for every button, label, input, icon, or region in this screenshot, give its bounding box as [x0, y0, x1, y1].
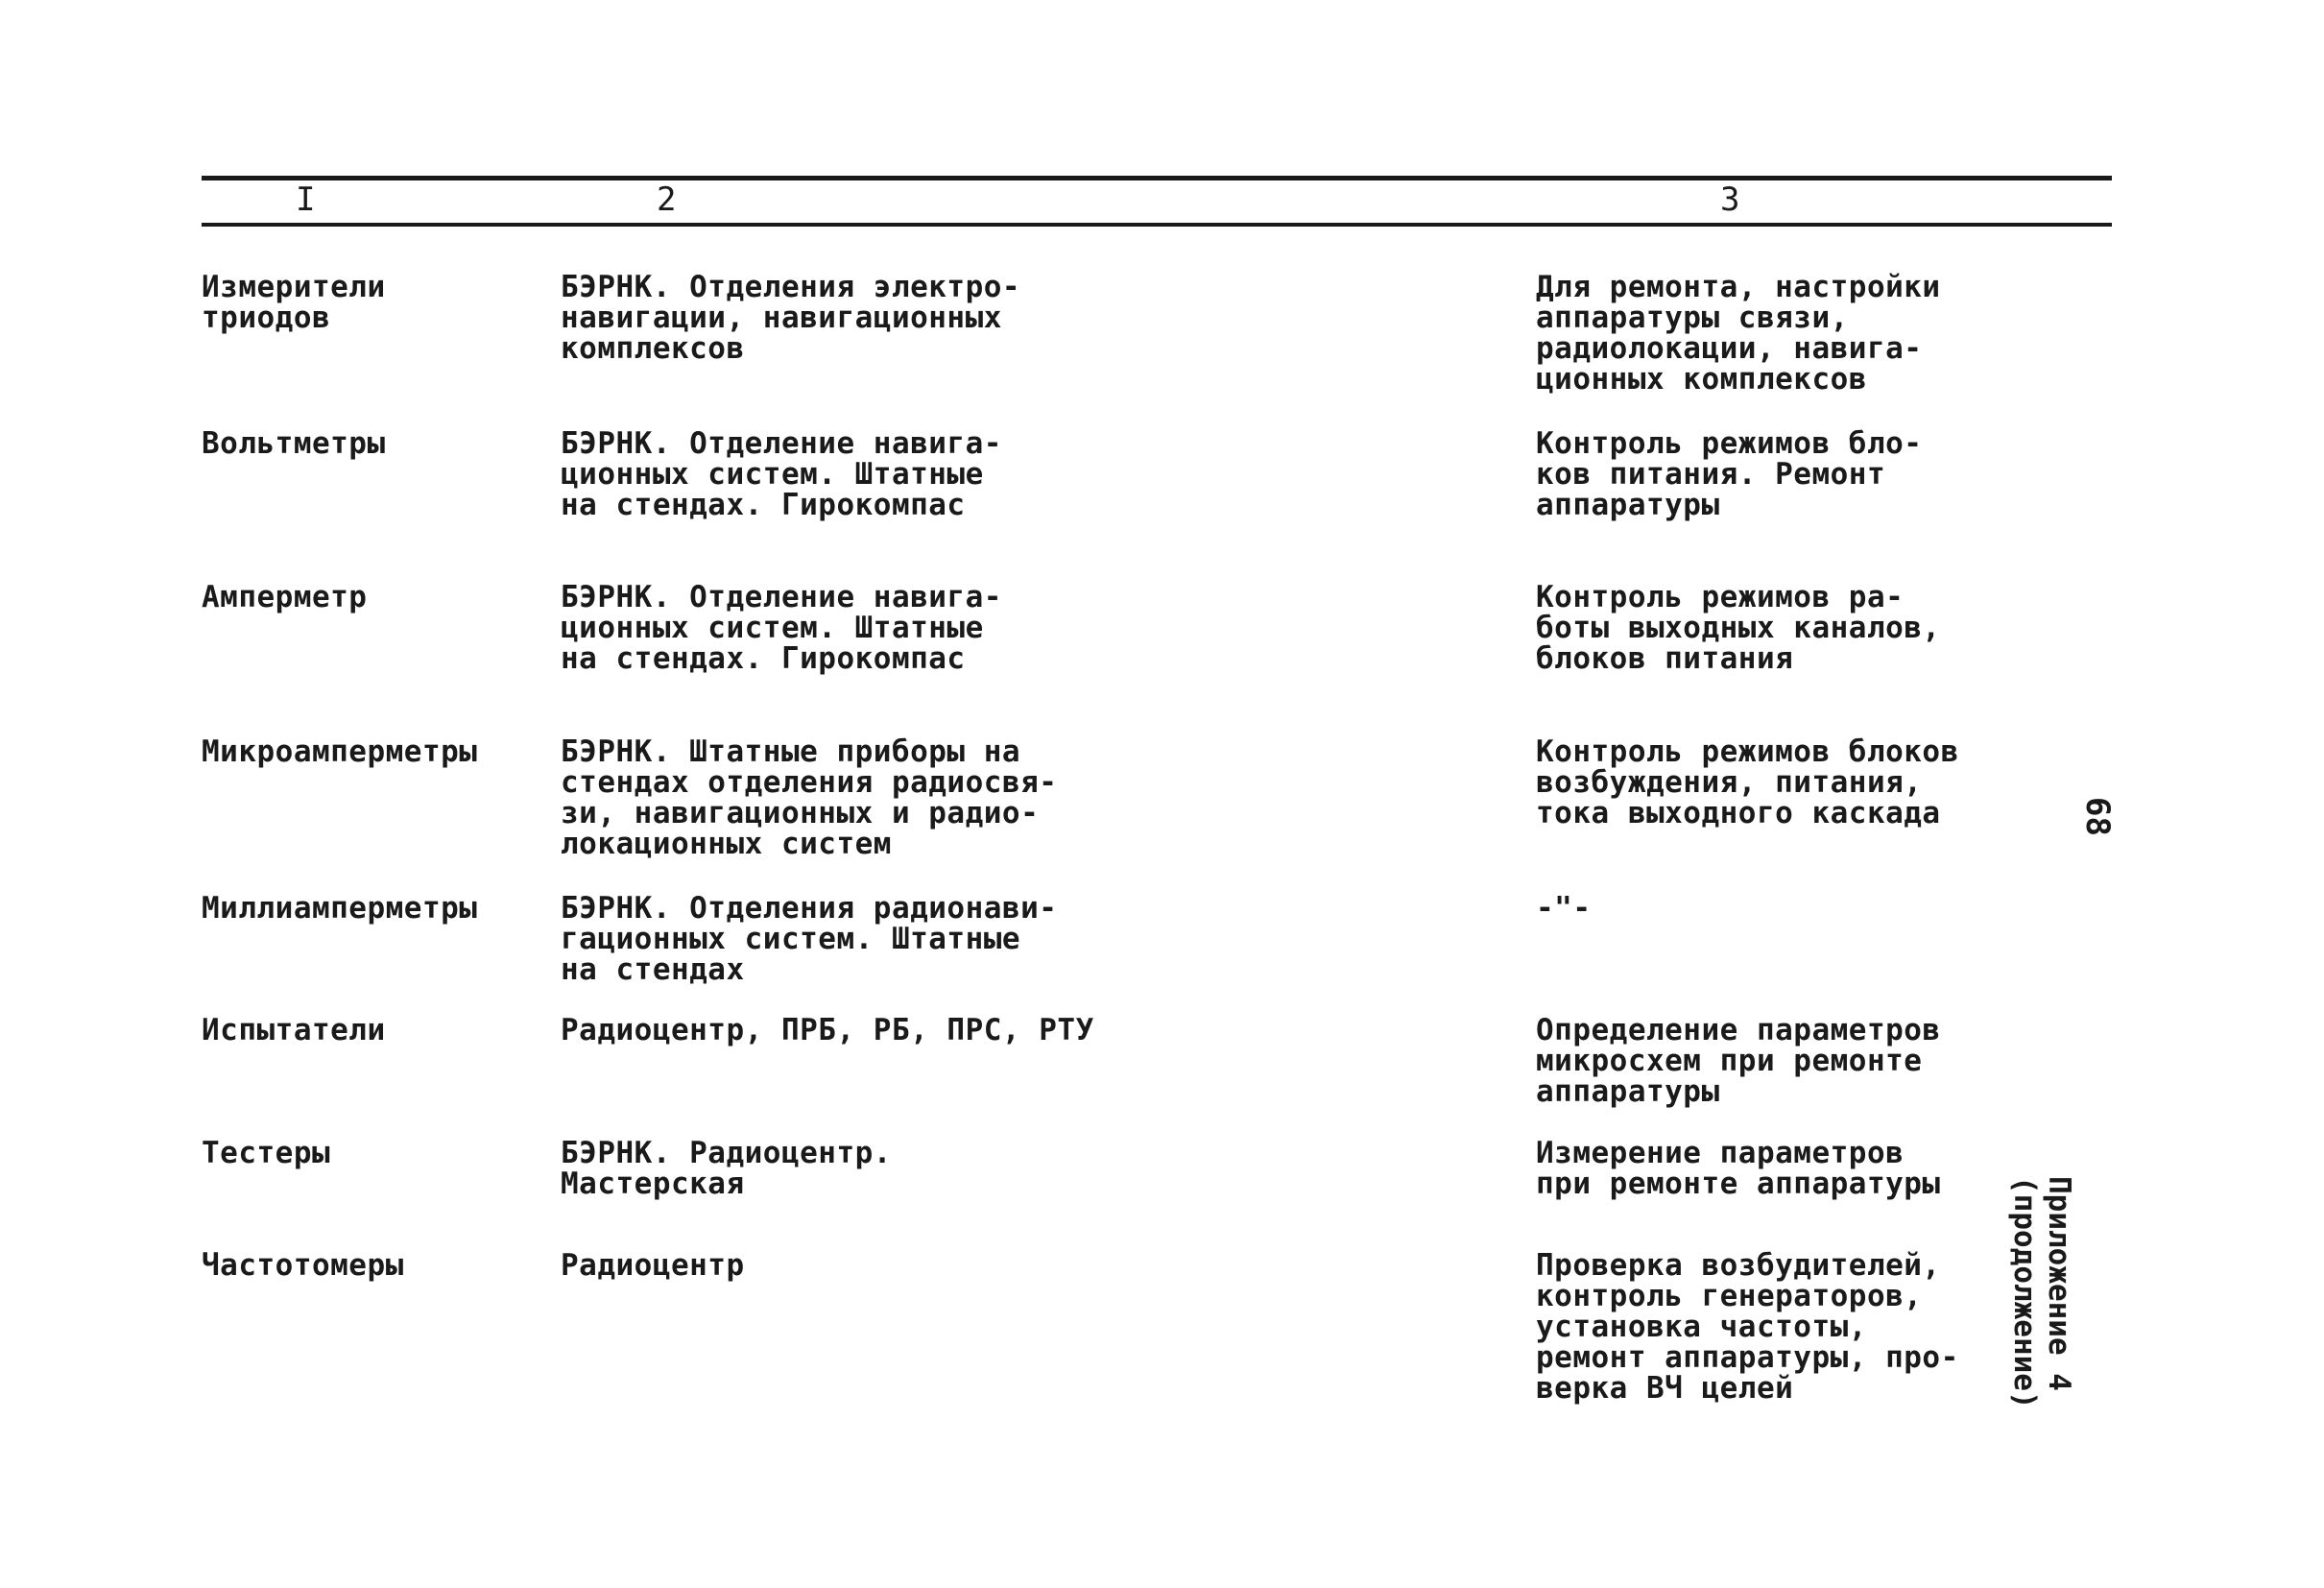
location: Радиоцентр: [561, 1248, 745, 1283]
purpose: Определение параметров микросхем при ремонте аппаратуры: [1536, 1013, 1941, 1109]
purpose: Для ремонта, настройки аппаратуры связи, радиолокации, навига- ционных комплексов: [1536, 270, 1941, 397]
page-number: 68: [2078, 797, 2117, 836]
location: Радиоцентр, ПРБ, РБ, ПРС, РТУ: [561, 1013, 1094, 1047]
appendix-title: Приложение 4: [2042, 1176, 2076, 1391]
purpose: Контроль режимов бло- ков питания. Ремонт аппаратуры: [1536, 426, 1923, 522]
device-name: Вольтметры: [202, 426, 386, 461]
location: БЭРНК. Отделение навига- ционных систем. Штатные на стендах. Гирокомпас: [561, 580, 1002, 676]
appendix-label: [2007, 1176, 2076, 1409]
column-header-3: 3: [1720, 180, 1740, 219]
purpose: Контроль режимов ра- боты выходных каналов, блоков питания: [1536, 580, 1941, 676]
appendix-subtitle: (продолжение): [2007, 1176, 2042, 1409]
location: БЭРНК. Отделения радионави- гационных систем. Штатные на стендах: [561, 891, 1058, 987]
location: БЭРНК. Отделения электро- навигации, навигационных комплексов: [561, 270, 1021, 366]
purpose: Измерение параметров при ремонте аппаратуры: [1536, 1136, 1941, 1201]
device-name: Миллиамперметры: [202, 891, 478, 926]
device-name: Частотомеры: [202, 1248, 404, 1283]
column-header-1: I: [296, 180, 316, 219]
device-name: Амперметр: [202, 580, 368, 614]
location: БЭРНК. Отделение навига- ционных систем. Штатные на стендах. Гирокомпас: [561, 426, 1002, 522]
purpose: -"-: [1536, 891, 1592, 926]
purpose: Контроль режимов блоков возбуждения, питания, тока выходного каскада: [1536, 734, 1959, 830]
device-name: Измерители триодов: [202, 270, 386, 335]
device-name: Тестеры: [202, 1136, 331, 1170]
location: БЭРНК. Штатные приборы на стендах отделения радиосвя- зи, навигационных и радио- локационных систем: [561, 734, 1058, 861]
column-header-2: 2: [657, 180, 677, 219]
device-name: Микроамперметры: [202, 734, 478, 769]
purpose: Проверка возбудителей, контроль генераторов, установка частоты, ремонт аппаратуры, про- верка ВЧ целей: [1536, 1248, 1959, 1406]
location: БЭРНК. Радиоцентр. Мастерская: [561, 1136, 892, 1201]
device-name: Испытатели: [202, 1013, 386, 1047]
